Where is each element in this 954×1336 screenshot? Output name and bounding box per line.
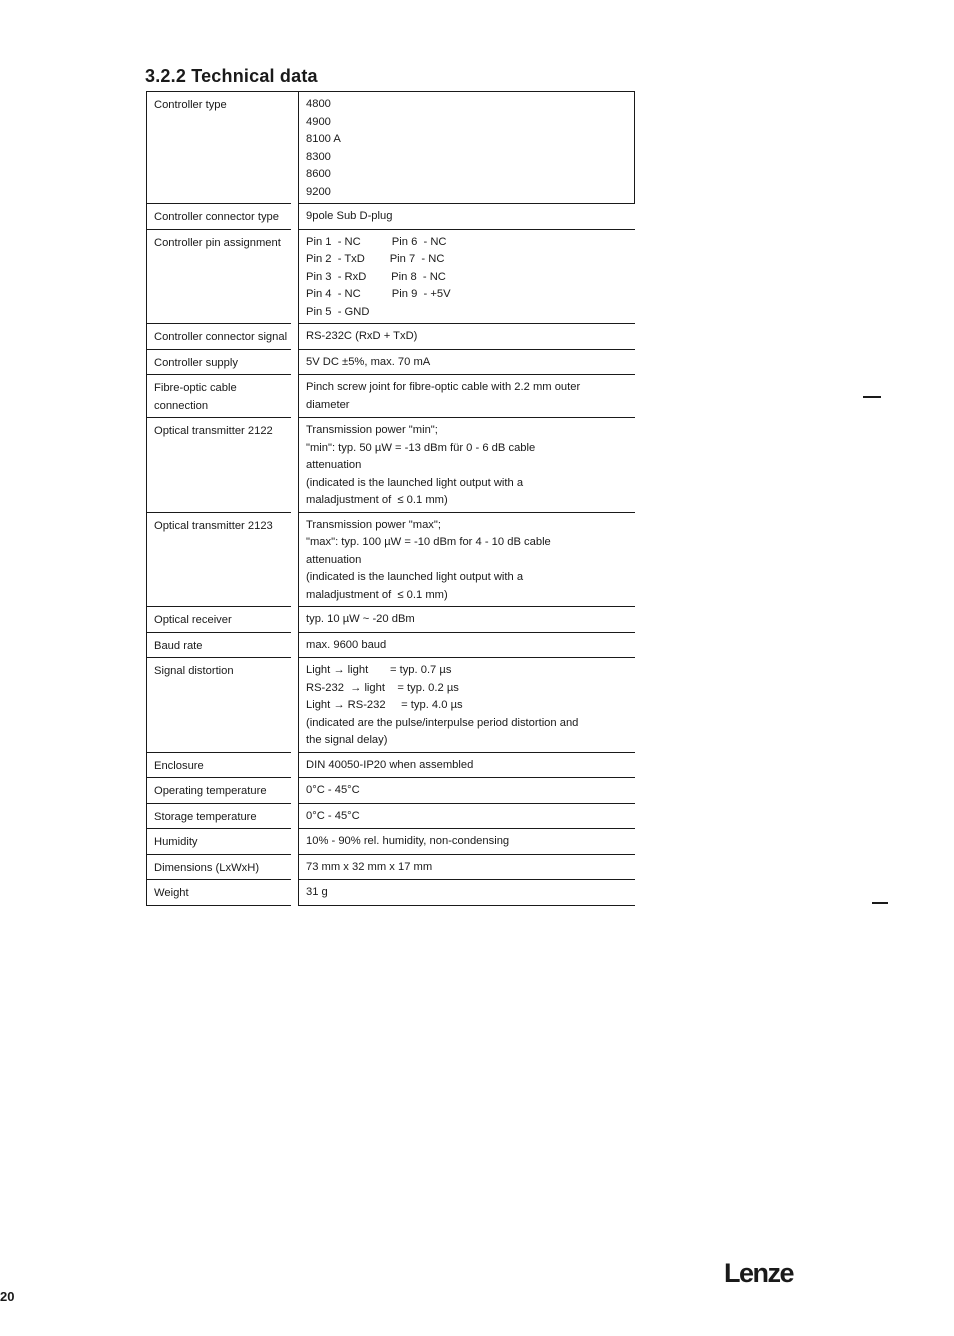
row-label: Operating temperature	[147, 778, 291, 804]
table-row	[147, 804, 635, 830]
row-value	[298, 607, 635, 633]
technical-data-table	[146, 91, 635, 906]
value-line: 0°C - 45°C	[306, 809, 360, 822]
row-value	[298, 804, 635, 830]
value-line: 8600	[306, 168, 331, 180]
table-row	[147, 607, 635, 633]
value-line: 0°C - 45°C	[306, 784, 360, 796]
row-label: Humidity	[147, 829, 291, 855]
margin-mark	[872, 902, 888, 904]
value-line: Pin 2 - TxD Pin 7 - NC	[306, 253, 445, 265]
page-number: 20	[0, 1289, 15, 1304]
row-value	[298, 204, 635, 230]
value-line: 4800	[306, 98, 331, 110]
margin-mark	[863, 396, 881, 398]
value-line: Pinch screw joint for fibre-optic cable with 2.2 mm outer	[306, 381, 581, 393]
value-line: RS-232 → light = typ. 0.2 µs	[306, 681, 459, 694]
table-row	[147, 880, 635, 906]
row-label: Optical receiver	[147, 607, 291, 633]
value-line: Pin 3 - RxD Pin 8 - NC	[306, 270, 446, 283]
row-label: Controller type	[147, 92, 291, 204]
row-label: Signal distortion	[147, 658, 291, 753]
table-row	[147, 753, 635, 779]
value-line: 73 mm x 32 mm x 17 mm	[306, 860, 433, 873]
table-row	[147, 230, 635, 325]
row-value	[298, 92, 635, 204]
table-row	[147, 829, 635, 855]
row-value	[298, 658, 635, 753]
value-line: 4900	[306, 115, 331, 128]
row-value	[298, 753, 635, 779]
value-line: 9pole Sub D-plug	[306, 210, 393, 222]
row-value	[298, 880, 635, 906]
value-line: 9200	[306, 185, 331, 198]
row-value	[298, 633, 635, 659]
row-label: Fibre-optic cable connection	[147, 375, 291, 418]
value-line: Light → light = typ. 0.7 µs	[306, 664, 452, 676]
table-row	[147, 92, 635, 204]
table-row	[147, 418, 635, 513]
row-value	[298, 350, 635, 376]
section-heading: 3.2.2 Technical data	[145, 66, 318, 86]
row-label: Optical transmitter 2122	[147, 418, 291, 513]
row-label: Optical transmitter 2123	[147, 513, 291, 608]
row-label: Controller supply	[147, 350, 291, 376]
row-value	[298, 230, 635, 325]
value-line: "max": typ. 100 µW = -10 dBm for 4 - 10 dB cable	[306, 536, 551, 548]
table-row	[147, 204, 635, 230]
table-row	[147, 633, 635, 659]
table-row	[147, 658, 635, 753]
row-value	[298, 324, 635, 350]
value-line: 10% - 90% rel. humidity, non-condensing	[306, 835, 510, 847]
value-line: maladjustment of ≤ 0.1 mm)	[306, 588, 448, 601]
value-line: the signal delay)	[306, 734, 388, 746]
row-label: Controller connector type	[147, 204, 291, 230]
table-row	[147, 324, 635, 350]
value-line: attenuation	[306, 459, 362, 471]
table-row	[147, 855, 635, 881]
value-line: Pin 5 - GND	[306, 305, 370, 318]
value-line: 8100 A	[306, 133, 341, 145]
table-row	[147, 778, 635, 804]
value-line: Transmission power "max";	[306, 518, 441, 531]
value-line: DIN 40050-IP20 when assembled	[306, 758, 474, 771]
row-value	[298, 778, 635, 804]
table-row	[147, 350, 635, 376]
value-line: 31 g	[306, 886, 328, 898]
value-line: (indicated are the pulse/interpulse period distortion and	[306, 716, 579, 729]
value-line: typ. 10 µW ~ -20 dBm	[306, 613, 415, 625]
row-label: Baud rate	[147, 633, 291, 659]
value-line: Pin 1 - NC Pin 6 - NC	[306, 235, 447, 248]
row-label: Enclosure	[147, 753, 291, 779]
value-line: Light → RS-232 = typ. 4.0 µs	[306, 699, 463, 711]
table-row	[147, 513, 635, 608]
row-value	[298, 418, 635, 513]
row-value	[298, 829, 635, 855]
value-line: RS-232C (RxD + TxD)	[306, 330, 418, 342]
row-label: Controller pin assignment	[147, 230, 291, 325]
value-line: (indicated is the launched light output with a	[306, 476, 524, 489]
row-label: Controller connector signal	[147, 324, 291, 350]
row-label: Dimensions (LxWxH)	[147, 855, 291, 881]
value-line: 5V DC ±5%, max. 70 mA	[306, 355, 431, 368]
value-line: (indicated is the launched light output with a	[306, 571, 524, 583]
row-label: Storage temperature	[147, 804, 291, 830]
value-line: "min": typ. 50 µW = -13 dBm für 0 - 6 dB cable	[306, 441, 536, 454]
value-line: Pin 4 - NC Pin 9 - +5V	[306, 288, 451, 300]
value-line: attenuation	[306, 553, 362, 566]
value-line: maladjustment of ≤ 0.1 mm)	[306, 494, 448, 506]
value-line: Transmission power "min";	[306, 424, 438, 436]
row-value	[298, 513, 635, 608]
row-label: Weight	[147, 880, 291, 906]
lenze-logo: Lenze	[724, 1258, 794, 1288]
value-line: 8300	[306, 150, 331, 163]
value-line: max. 9600 baud	[306, 638, 387, 651]
row-value	[298, 375, 635, 418]
table-row	[147, 375, 635, 418]
row-value	[298, 855, 635, 881]
value-line: diameter	[306, 398, 350, 411]
